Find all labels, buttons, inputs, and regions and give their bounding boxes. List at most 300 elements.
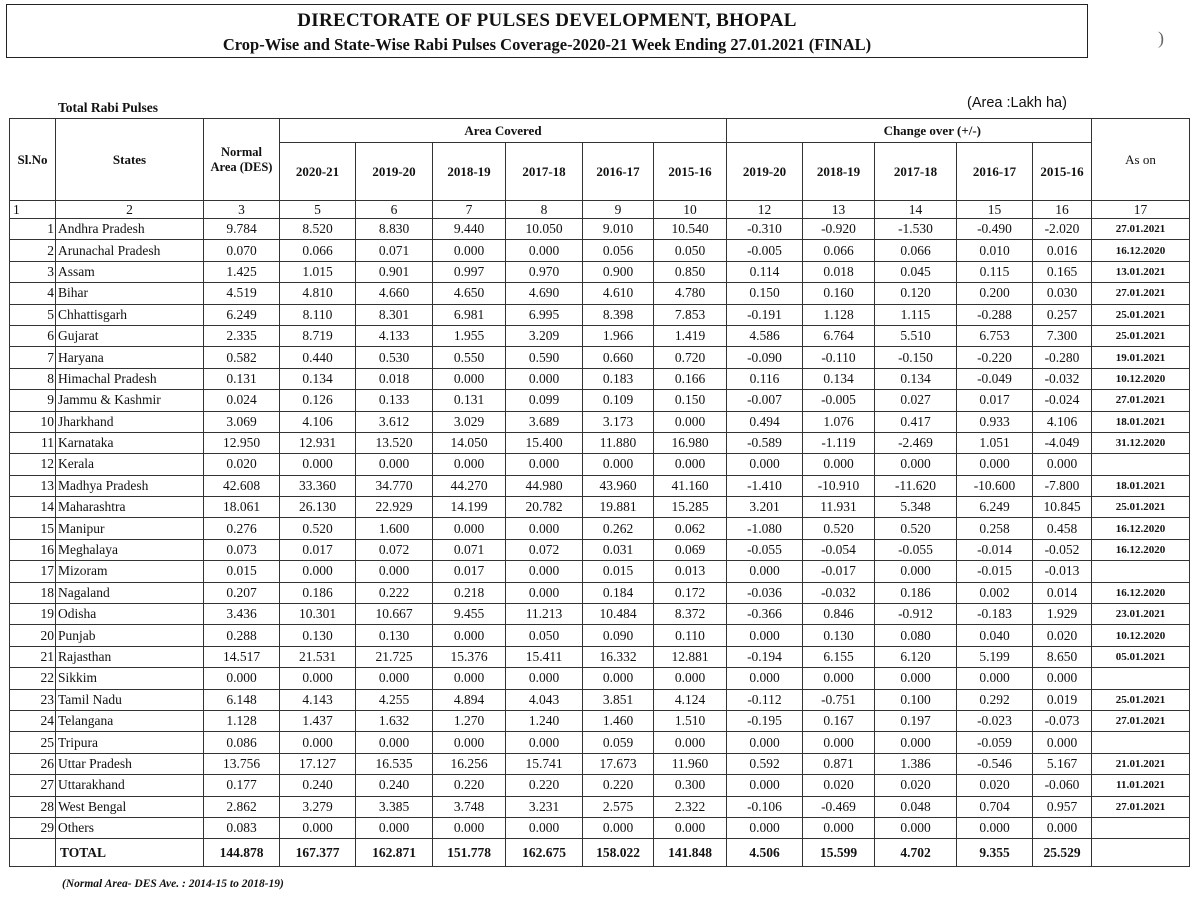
table-row	[10, 689, 1190, 710]
cell-value: 3.436	[204, 604, 280, 625]
cell-slno: 22	[10, 668, 56, 689]
cell-value: 22.929	[356, 497, 433, 518]
cell-state: Punjab	[56, 625, 204, 646]
cell-value: 4.810	[280, 283, 356, 304]
cell-slno: 29	[10, 817, 56, 838]
cell-slno: 18	[10, 582, 56, 603]
cell-value: 3.612	[356, 411, 433, 432]
cell-value: -0.013	[1033, 561, 1092, 582]
page-subtitle: Crop-Wise and State-Wise Rabi Pulses Coverage-2020-21 Week Ending 27.01.2021 (FINAL)	[222, 35, 872, 54]
cell-value: -0.490	[957, 219, 1033, 240]
cell-value: -0.546	[957, 753, 1033, 774]
cell-value: 0.134	[803, 368, 875, 389]
cell-value: 0.000	[727, 817, 803, 838]
cell-value: 0.846	[803, 604, 875, 625]
cell-value: 0.000	[433, 240, 506, 261]
cell-value: 0.520	[803, 518, 875, 539]
cell-value: 15.400	[506, 432, 583, 453]
column-index: 9	[583, 201, 654, 219]
section-label: Total Rabi Pulses	[58, 100, 159, 115]
cell-slno: 15	[10, 518, 56, 539]
coverage-table	[9, 118, 1190, 867]
cell-value: 9.010	[583, 219, 654, 240]
cell-value: 1.600	[356, 518, 433, 539]
cell-value: 0.000	[1033, 817, 1092, 838]
cell-value: 0.114	[727, 261, 803, 282]
cell-value: -0.054	[803, 539, 875, 560]
cell-value: 0.970	[506, 261, 583, 282]
cell-value: 4.650	[433, 283, 506, 304]
cell-value: 0.056	[583, 240, 654, 261]
table-row	[10, 219, 1190, 240]
cell-value: 15.741	[506, 753, 583, 774]
cell-value: 0.220	[506, 775, 583, 796]
cell-value: 9.440	[433, 219, 506, 240]
cell-slno: 3	[10, 261, 56, 282]
cell-value: -0.106	[727, 796, 803, 817]
cell-value: 6.995	[506, 304, 583, 325]
cell-as-on	[1092, 454, 1190, 475]
cell-slno: 24	[10, 710, 56, 731]
cell-as-on: 19.01.2021	[1092, 347, 1190, 368]
cell-value: 0.218	[433, 582, 506, 603]
cell-value: 0.933	[957, 411, 1033, 432]
cell-state: Haryana	[56, 347, 204, 368]
cell-as-on	[1092, 668, 1190, 689]
cell-value: 6.249	[957, 497, 1033, 518]
table-row	[10, 646, 1190, 667]
cell-value: 3.201	[727, 497, 803, 518]
cell-as-on	[1092, 732, 1190, 753]
cell-value: -0.191	[727, 304, 803, 325]
cell-value: 0.000	[727, 732, 803, 753]
cell-value: 0.000	[957, 817, 1033, 838]
cell-slno: 5	[10, 304, 56, 325]
cell-value: 1.632	[356, 710, 433, 731]
header-area-covered: Area Covered	[280, 119, 727, 143]
cell-value: 0.020	[803, 775, 875, 796]
cell-value: 0.017	[433, 561, 506, 582]
cell-as-on: 13.01.2021	[1092, 261, 1190, 282]
cell-as-on: 25.01.2021	[1092, 304, 1190, 325]
cell-value: 0.070	[204, 240, 280, 261]
cell-value: 0.017	[957, 390, 1033, 411]
cell-value: 4.106	[1033, 411, 1092, 432]
cell-value: 0.177	[204, 775, 280, 796]
table-row	[10, 347, 1190, 368]
cell-value: -0.150	[875, 347, 957, 368]
cell-value: -0.073	[1033, 710, 1092, 731]
cell-value: 0.020	[875, 775, 957, 796]
cell-state: Uttar Pradesh	[56, 753, 204, 774]
cell-as-on: 21.01.2021	[1092, 753, 1190, 774]
cell-state: Assam	[56, 261, 204, 282]
cell-value: 4.780	[654, 283, 727, 304]
cell-state: West Bengal	[56, 796, 204, 817]
cell-value: -0.005	[727, 240, 803, 261]
column-index: 5	[280, 201, 356, 219]
header-area-year: 2017-18	[506, 143, 583, 201]
table-row	[10, 775, 1190, 796]
cell-value: 0.000	[433, 817, 506, 838]
cell-value: 0.184	[583, 582, 654, 603]
cell-as-on: 10.12.2020	[1092, 368, 1190, 389]
cell-value: 0.000	[583, 668, 654, 689]
cell-value: 14.050	[433, 432, 506, 453]
cell-value: 0.240	[356, 775, 433, 796]
cell-value: 0.086	[204, 732, 280, 753]
cell-value: 16.332	[583, 646, 654, 667]
cell-value: 12.950	[204, 432, 280, 453]
cell-value: -0.024	[1033, 390, 1092, 411]
cell-value: 0.704	[957, 796, 1033, 817]
total-row	[10, 839, 1190, 867]
cell-value: 33.360	[280, 475, 356, 496]
cell-value: 10.667	[356, 604, 433, 625]
cell-value: -0.032	[1033, 368, 1092, 389]
cell-value: 6.981	[433, 304, 506, 325]
cell-value: 0.220	[583, 775, 654, 796]
cell-slno: 1	[10, 219, 56, 240]
cell-value: -0.015	[957, 561, 1033, 582]
cell-value: 0.000	[875, 732, 957, 753]
cell-value: 2.575	[583, 796, 654, 817]
cell-value: 0.166	[654, 368, 727, 389]
table-row	[10, 432, 1190, 453]
cell-value: 0.850	[654, 261, 727, 282]
cell-as-on: 16.12.2020	[1092, 240, 1190, 261]
cell-value: -0.090	[727, 347, 803, 368]
cell-value: 0.957	[1033, 796, 1092, 817]
cell-slno: 26	[10, 753, 56, 774]
cell-slno: 19	[10, 604, 56, 625]
cell-value: 11.880	[583, 432, 654, 453]
cell-value: -0.194	[727, 646, 803, 667]
table-row	[10, 390, 1190, 411]
cell-value: 11.960	[654, 753, 727, 774]
cell-value: 6.753	[957, 325, 1033, 346]
cell-value: 0.000	[727, 454, 803, 475]
table-row	[10, 283, 1190, 304]
total-label: TOTAL	[56, 839, 204, 867]
cell-as-on: 16.12.2020	[1092, 582, 1190, 603]
cell-value: 0.040	[957, 625, 1033, 646]
cell-slno: 20	[10, 625, 56, 646]
cell-as-on: 27.01.2021	[1092, 390, 1190, 411]
cell-value: 4.143	[280, 689, 356, 710]
cell-value: 0.126	[280, 390, 356, 411]
cell-value: 0.000	[654, 411, 727, 432]
header-area-year: 2020-21	[280, 143, 356, 201]
scan-mark: )	[1158, 28, 1164, 48]
cell-value: 8.301	[356, 304, 433, 325]
cell-value: 1.270	[433, 710, 506, 731]
cell-value: 0.131	[204, 368, 280, 389]
cell-value: 0.257	[1033, 304, 1092, 325]
table-row	[10, 325, 1190, 346]
cell-as-on	[1092, 561, 1190, 582]
header-change-over: Change over (+/-)	[727, 119, 1092, 143]
cell-as-on: 10.12.2020	[1092, 625, 1190, 646]
cell-value: 0.220	[433, 775, 506, 796]
total-value: 162.871	[356, 839, 433, 867]
header-area-year: 2016-17	[583, 143, 654, 201]
cell-value: -1.080	[727, 518, 803, 539]
cell-value: 13.756	[204, 753, 280, 774]
cell-as-on: 25.01.2021	[1092, 325, 1190, 346]
cell-value: -0.912	[875, 604, 957, 625]
cell-value: -0.220	[957, 347, 1033, 368]
cell-value: 21.725	[356, 646, 433, 667]
header-area-year: 2019-20	[356, 143, 433, 201]
total-value: 15.599	[803, 839, 875, 867]
cell-slno: 10	[10, 411, 56, 432]
cell-value: 0.000	[506, 368, 583, 389]
cell-state: Others	[56, 817, 204, 838]
total-value	[1092, 839, 1190, 867]
cell-value: -0.183	[957, 604, 1033, 625]
cell-as-on: 18.01.2021	[1092, 411, 1190, 432]
cell-value: 0.073	[204, 539, 280, 560]
cell-slno: 27	[10, 775, 56, 796]
cell-value: 0.186	[875, 582, 957, 603]
cell-slno: 9	[10, 390, 56, 411]
cell-value: 0.066	[280, 240, 356, 261]
cell-value: 0.031	[583, 539, 654, 560]
cell-value: 0.000	[280, 817, 356, 838]
cell-value: -0.005	[803, 390, 875, 411]
cell-value: 1.425	[204, 261, 280, 282]
cell-value: -0.014	[957, 539, 1033, 560]
cell-value: 0.150	[727, 283, 803, 304]
cell-value: 3.231	[506, 796, 583, 817]
cell-value: -1.410	[727, 475, 803, 496]
cell-value: 0.000	[957, 454, 1033, 475]
cell-value: 3.173	[583, 411, 654, 432]
cell-state: Chhattisgarh	[56, 304, 204, 325]
cell-value: -4.049	[1033, 432, 1092, 453]
cell-value: 0.066	[803, 240, 875, 261]
cell-state: Nagaland	[56, 582, 204, 603]
cell-state: Odisha	[56, 604, 204, 625]
cell-value: 0.000	[433, 368, 506, 389]
title-box	[6, 4, 1088, 58]
cell-value: -0.751	[803, 689, 875, 710]
cell-value: -2.469	[875, 432, 957, 453]
cell-value: 1.128	[204, 710, 280, 731]
header-slno: Sl.No	[10, 119, 56, 201]
cell-slno: 13	[10, 475, 56, 496]
cell-value: -0.280	[1033, 347, 1092, 368]
cell-as-on: 16.12.2020	[1092, 539, 1190, 560]
cell-value: -10.600	[957, 475, 1033, 496]
cell-as-on: 16.12.2020	[1092, 518, 1190, 539]
table-row	[10, 668, 1190, 689]
cell-value: 1.929	[1033, 604, 1092, 625]
table-row	[10, 582, 1190, 603]
cell-value: -1.530	[875, 219, 957, 240]
table-row	[10, 411, 1190, 432]
cell-value: 0.000	[1033, 732, 1092, 753]
cell-slno: 14	[10, 497, 56, 518]
column-index: 8	[506, 201, 583, 219]
cell-as-on: 05.01.2021	[1092, 646, 1190, 667]
cell-value: 6.249	[204, 304, 280, 325]
cell-value: 3.385	[356, 796, 433, 817]
cell-value: 9.455	[433, 604, 506, 625]
cell-value: 0.018	[356, 368, 433, 389]
cell-slno: 6	[10, 325, 56, 346]
cell-value: 0.000	[875, 561, 957, 582]
cell-value: 17.127	[280, 753, 356, 774]
cell-value: 0.045	[875, 261, 957, 282]
cell-value: 11.931	[803, 497, 875, 518]
cell-value: 0.072	[356, 539, 433, 560]
cell-value: 0.000	[583, 817, 654, 838]
cell-value: 4.660	[356, 283, 433, 304]
cell-value: 0.099	[506, 390, 583, 411]
table-row	[10, 732, 1190, 753]
cell-value: 10.540	[654, 219, 727, 240]
cell-value: 0.015	[583, 561, 654, 582]
cell-value: 0.000	[1033, 454, 1092, 475]
table-row	[10, 518, 1190, 539]
column-index: 12	[727, 201, 803, 219]
cell-value: -0.055	[875, 539, 957, 560]
cell-state: Jharkhand	[56, 411, 204, 432]
cell-value: 0.000	[356, 732, 433, 753]
cell-value: 0.131	[433, 390, 506, 411]
cell-value: 0.000	[727, 775, 803, 796]
header-states: States	[56, 119, 204, 201]
cell-value: 0.417	[875, 411, 957, 432]
cell-value: 0.300	[654, 775, 727, 796]
column-index: 14	[875, 201, 957, 219]
total-value: 158.022	[583, 839, 654, 867]
cell-slno: 25	[10, 732, 56, 753]
cell-value: 0.000	[356, 454, 433, 475]
cell-value: 5.510	[875, 325, 957, 346]
cell-value: 14.517	[204, 646, 280, 667]
table-row	[10, 753, 1190, 774]
cell-value: 0.002	[957, 582, 1033, 603]
cell-value: 0.066	[875, 240, 957, 261]
cell-value: 1.386	[875, 753, 957, 774]
cell-value: 0.115	[957, 261, 1033, 282]
cell-state: Karnataka	[56, 432, 204, 453]
cell-value: 8.110	[280, 304, 356, 325]
cell-value: -10.910	[803, 475, 875, 496]
table-row	[10, 561, 1190, 582]
cell-value: 0.000	[727, 668, 803, 689]
cell-value: -0.060	[1033, 775, 1092, 796]
cell-value: 0.262	[583, 518, 654, 539]
cell-value: 9.784	[204, 219, 280, 240]
cell-value: 0.000	[506, 732, 583, 753]
total-value: 141.848	[654, 839, 727, 867]
cell-value: 0.130	[280, 625, 356, 646]
cell-value: 0.900	[583, 261, 654, 282]
cell-value: 0.000	[433, 454, 506, 475]
cell-value: 1.419	[654, 325, 727, 346]
cell-value: 44.270	[433, 475, 506, 496]
cell-value: -0.032	[803, 582, 875, 603]
cell-value: 8.398	[583, 304, 654, 325]
cell-slno: 11	[10, 432, 56, 453]
total-value: 162.675	[506, 839, 583, 867]
cell-value: 6.148	[204, 689, 280, 710]
header-area-year: 2018-19	[433, 143, 506, 201]
cell-value: -0.366	[727, 604, 803, 625]
footnote: (Normal Area- DES Ave. : 2014-15 to 2018-19)	[62, 878, 284, 890]
cell-value: 0.997	[433, 261, 506, 282]
cell-value: -0.055	[727, 539, 803, 560]
total-value: 167.377	[280, 839, 356, 867]
cell-value: 1.955	[433, 325, 506, 346]
cell-value: 0.165	[1033, 261, 1092, 282]
cell-value: 3.209	[506, 325, 583, 346]
cell-value: 0.000	[803, 668, 875, 689]
cell-value: -0.112	[727, 689, 803, 710]
table-row	[10, 604, 1190, 625]
cell-slno: 12	[10, 454, 56, 475]
column-index: 10	[654, 201, 727, 219]
cell-value: 14.199	[433, 497, 506, 518]
cell-value: 0.458	[1033, 518, 1092, 539]
total-value: 9.355	[957, 839, 1033, 867]
cell-value: 0.000	[583, 454, 654, 475]
column-index: 13	[803, 201, 875, 219]
cell-value: 0.048	[875, 796, 957, 817]
cell-value: 3.851	[583, 689, 654, 710]
cell-value: 0.000	[280, 454, 356, 475]
cell-value: 8.372	[654, 604, 727, 625]
cell-value: 0.530	[356, 347, 433, 368]
cell-value: 10.484	[583, 604, 654, 625]
cell-value: 3.689	[506, 411, 583, 432]
cell-value: 3.748	[433, 796, 506, 817]
cell-value: 0.000	[654, 454, 727, 475]
cell-value: 0.027	[875, 390, 957, 411]
cell-value: 8.650	[1033, 646, 1092, 667]
cell-value: 0.167	[803, 710, 875, 731]
cell-as-on: 25.01.2021	[1092, 689, 1190, 710]
cell-value: 1.437	[280, 710, 356, 731]
cell-value: 1.966	[583, 325, 654, 346]
cell-value: 15.376	[433, 646, 506, 667]
cell-value: -0.110	[803, 347, 875, 368]
cell-value: 0.000	[654, 732, 727, 753]
cell-value: 0.000	[875, 817, 957, 838]
cell-value: 0.134	[280, 368, 356, 389]
cell-value: 0.520	[875, 518, 957, 539]
cell-value: 0.110	[654, 625, 727, 646]
header-change-year: 2019-20	[727, 143, 803, 201]
cell-state: Meghalaya	[56, 539, 204, 560]
cell-value: 0.590	[506, 347, 583, 368]
cell-value: 0.222	[356, 582, 433, 603]
cell-value: 0.000	[727, 625, 803, 646]
cell-value: 0.592	[727, 753, 803, 774]
table-row	[10, 625, 1190, 646]
cell-value: 0.520	[280, 518, 356, 539]
table-row	[10, 497, 1190, 518]
cell-value: -0.036	[727, 582, 803, 603]
cell-value: 0.100	[875, 689, 957, 710]
cell-state: Jammu & Kashmir	[56, 390, 204, 411]
cell-value: 0.720	[654, 347, 727, 368]
cell-value: 1.510	[654, 710, 727, 731]
